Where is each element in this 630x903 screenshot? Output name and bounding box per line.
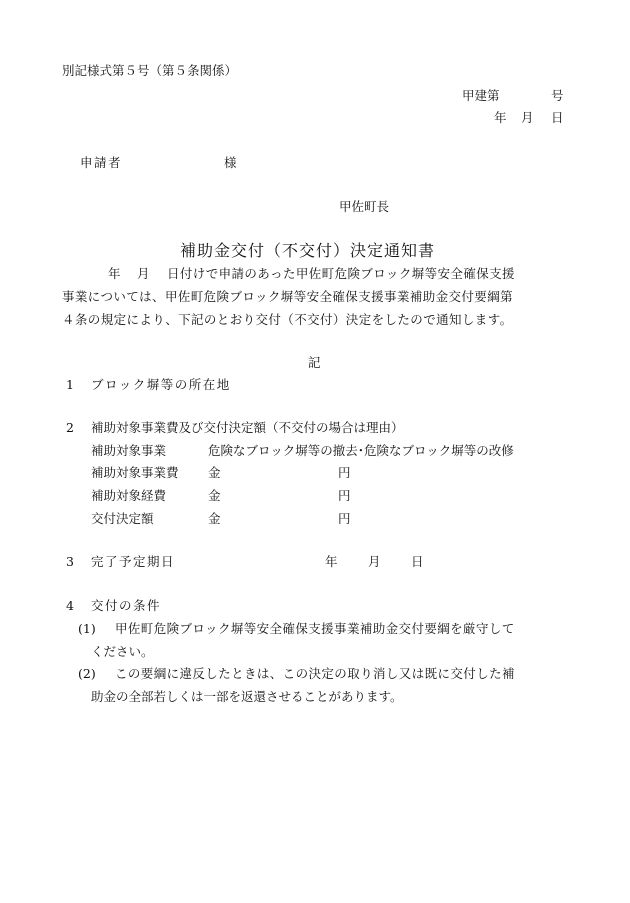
reference-prefix: 甲建第 (462, 88, 500, 103)
row-value: 危険なブロック塀等の撤去･危険なブロック塀等の改修 (208, 443, 514, 458)
condition-line-1: 甲佐町危険ブロック塀等安全確保支援事業補助金交付要綱を厳守して (115, 621, 515, 636)
applicant-label: 申請者 (80, 155, 123, 170)
form-label: 別記様式第５号（第５条関係） (62, 63, 238, 78)
row-prefix: 金 (208, 465, 221, 480)
intro-line-2: 事業については、甲佐町危険ブロック塀等安全確保支援事業補助金交付要綱第 (62, 289, 514, 304)
row-label: 補助対象経費 (91, 488, 167, 503)
intro-year: 年 (108, 266, 121, 281)
date-year: 年 (494, 110, 507, 125)
item3-text: 完了予定期日 (91, 554, 176, 569)
item2-text: 補助対象事業費及び交付決定額（不交付の場合は理由） (91, 420, 404, 435)
item1-text: ブロック塀等の所在地 (91, 377, 231, 392)
intro-month: 月 (137, 266, 150, 281)
condition-line-2: 助金の全部若しくは一部を返還させることがあります。 (91, 689, 403, 704)
row-unit: 円 (338, 465, 351, 480)
date-month: 月 (521, 110, 534, 125)
row-unit: 円 (338, 488, 351, 503)
ki-marker: 記 (308, 355, 321, 370)
condition-line-2: ください。 (91, 644, 154, 659)
intro-line-1: 日付けで申請のあった甲佐町危険ブロック塀等安全確保支援 (167, 266, 515, 281)
date-day: 日 (551, 110, 564, 125)
applicant-honorific: 様 (224, 155, 237, 170)
row-unit: 円 (338, 511, 351, 526)
item3-year: 年 (325, 554, 338, 569)
item3-day: 日 (411, 554, 424, 569)
document-title: 補助金交付（不交付）決定通知書 (180, 241, 436, 260)
row-label: 補助対象事業 (91, 443, 167, 458)
condition-number: (1) (78, 621, 96, 636)
intro-line-3: ４条の規定により、下記のとおり交付（不交付）決定をしたので通知します。 (62, 312, 513, 327)
row-label: 交付決定額 (91, 511, 154, 526)
issuer: 甲佐町長 (339, 199, 390, 214)
row-label: 補助対象事業費 (91, 465, 179, 480)
item4-number: 4 (66, 598, 74, 613)
item2-number: 2 (66, 420, 74, 435)
condition-number: (2) (78, 666, 96, 681)
row-prefix: 金 (208, 488, 221, 503)
item3-number: 3 (66, 554, 74, 569)
row-prefix: 金 (208, 511, 221, 526)
item1-number: 1 (66, 377, 74, 392)
item4-text: 交付の条件 (91, 598, 162, 613)
condition-line-1: この要綱に違反したときは、この決定の取り消し又は既に交付した補 (115, 666, 515, 681)
item3-month: 月 (368, 554, 381, 569)
reference-suffix: 号 (551, 88, 564, 103)
